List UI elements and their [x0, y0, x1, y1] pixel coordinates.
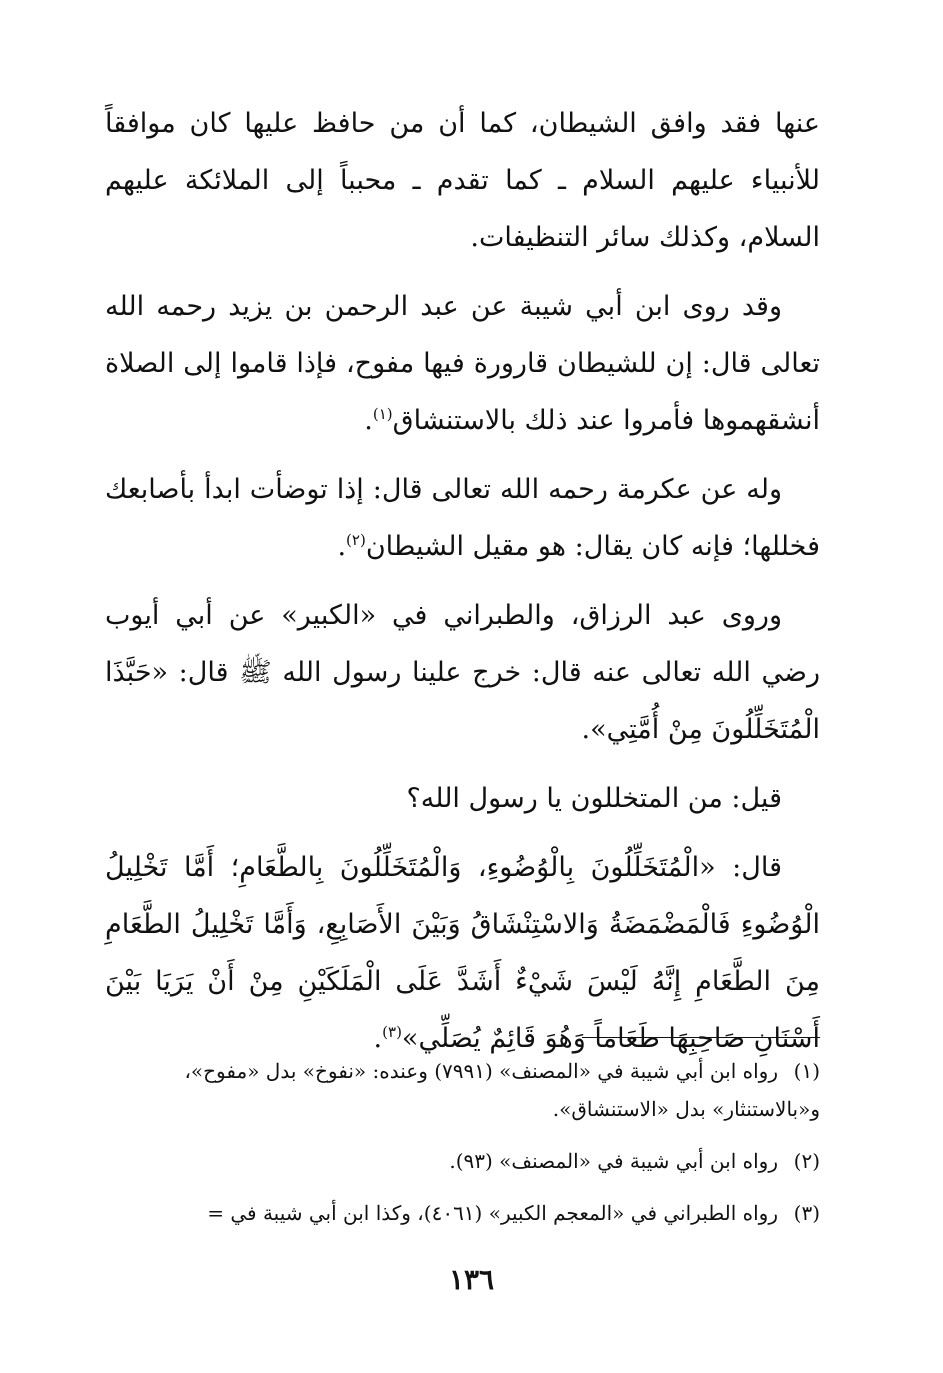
- paragraph-3-end: .: [337, 531, 347, 562]
- paragraph-4: [105, 587, 820, 758]
- paragraph-3-text: وله عن عكرمة رحمه الله تعالى قال: إذا توضأت ابدأ بأصابعك فخللها؛ فإنه كان يقال: هو مقيل الشيطان: [105, 474, 820, 562]
- footnote-marker-2: (٢): [346, 531, 366, 549]
- paragraph-4-text: وروى عبد الرزاق، والطبراني في «الكبير» عن أبي أيوب رضي الله تعالى عنه قال: خرج علينا رسول الله ﷺ قال: «حَبَّذَا الْمُتَخَلِّلُونَ مِنْ أُمَّتِي».: [105, 600, 820, 745]
- paragraph-1-text: عنها فقد وافق الشيطان، كما أن من حافظ عليها كان موافقاً للأنبياء عليهم السلام ـ كما تقدم ـ محبباً إلى الملائكة عليهم السلام، وكذلك سائر التنظيفات.: [105, 108, 820, 253]
- footnote-1: [105, 1052, 820, 1128]
- footnote-number: (١): [793, 1059, 820, 1083]
- footnote-number: (٣): [793, 1201, 820, 1225]
- main-text: [105, 95, 820, 1079]
- footnote-text: رواه ابن أبي شيبة في «المصنف» (٩٣).: [449, 1149, 778, 1173]
- footnote-marker-1: (١): [372, 405, 393, 423]
- footnote-text: رواه الطبراني في «المعجم الكبير» (٤٠٦١)، وكذا ابن أبي شيبة في =: [207, 1201, 778, 1225]
- paragraph-2-text: وقد روى ابن أبي شيبة عن عبد الرحمن بن يزيد رحمه الله تعالى قال: إن للشيطان قارورة فيها مفوح، فإذا قاموا إلى الصلاة أنشقهموها فأمروا عند ذلك بالاستنشاق: [105, 291, 820, 436]
- footnote-2: [105, 1142, 820, 1180]
- paragraph-1: [105, 95, 820, 266]
- footnote-3: [105, 1194, 820, 1232]
- paragraph-2-end: .: [364, 405, 373, 436]
- footnote-continuation: و«بالاستنثار» بدل «الاستنشاق».: [552, 1097, 820, 1121]
- paragraph-6-end: .: [373, 1023, 383, 1054]
- paragraph-5-text: قيل: من المتخللون يا رسول الله؟: [406, 783, 782, 814]
- page-number: ١٣٦: [448, 1263, 495, 1296]
- footnote-number: (٢): [793, 1149, 820, 1173]
- paragraph-5: [105, 770, 820, 827]
- footnote-separator: [582, 1037, 820, 1038]
- footnote-text: رواه ابن أبي شيبة في «المصنف» (٧٩٩١) وعنده: «نفوخ» بدل «مفوح»،: [184, 1059, 778, 1083]
- paragraph-2: [105, 278, 820, 449]
- paragraph-3: [105, 461, 820, 575]
- footnotes: [105, 1052, 820, 1246]
- paragraph-6: [105, 839, 820, 1067]
- paragraph-6-text: قال: «الْمُتَخَلِّلُونَ بِالْوُضُوءِ، وَالْمُتَخَلِّلُونَ بِالطَّعَامِ؛ أَمَّا تَخْلِيلُ الْوُضُوءِ فَالْمَضْمَضَةُ وَالاسْتِنْشَاقُ وَبَيْنَ الأَصَابِعِ، وَأَمَّا تَخْلِيلُ الطَّعَامِ مِنَ الطَّعَامِ إِنَّهُ لَيْسَ شَيْءٌ أَشَدَّ عَلَى الْمَلَكَيْنِ مِنْ أَنْ يَرَيَا بَيْنَ أَسْنَانِ صَاحِبِهَا طَعَاماً وَهُوَ قَائِمٌ يُصَلِّي»: [105, 852, 820, 1054]
- footnote-marker-3: (٣): [382, 1023, 402, 1041]
